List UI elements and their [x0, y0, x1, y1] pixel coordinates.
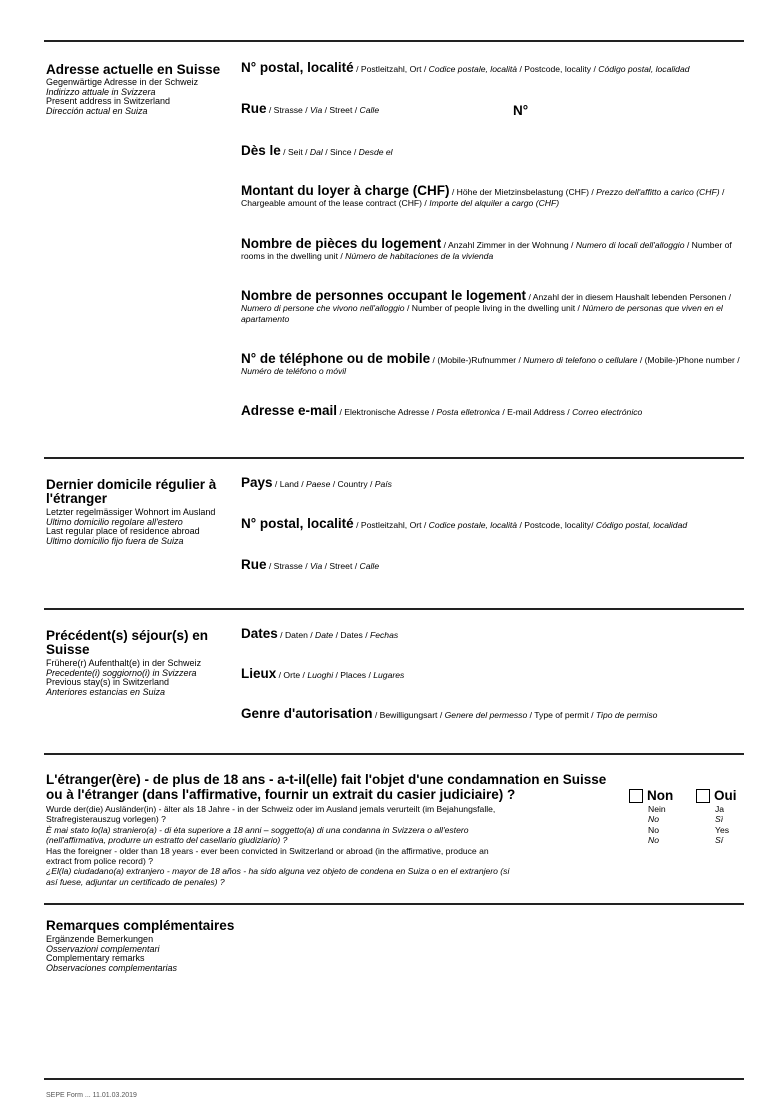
section-divider-last-abroad	[44, 457, 744, 459]
option-no-translations: Nein No No No	[648, 804, 666, 846]
field-street[interactable]: Rue / Strasse / Via / Street / Calle	[241, 101, 380, 116]
conviction-question: L'étranger(ère) - de plus de 18 ans - a-t-il(elle) fait l'objet d'une condamnation en Suisse ou à l'étranger (dans l'affirmative, fournir un extrait du casier judiciaire) ?	[46, 772, 607, 802]
checkbox-yes[interactable]	[696, 789, 710, 803]
field-places[interactable]: Lieux / Orte / Luoghi / Places / Lugares	[241, 666, 405, 681]
section-divider-conviction	[44, 753, 744, 755]
section-divider-bottom	[44, 1078, 744, 1080]
field-email[interactable]: Adresse e-mail / Elektronische Adresse / Posta elletronica / E-mail Address / Correo electrónico	[241, 403, 643, 418]
field-dates[interactable]: Dates / Daten / Date / Dates / Fechas	[241, 626, 399, 641]
last-abroad-translations: Letzter regelmässiger Wohnort im Ausland Ultimo domicilio regolare all'estero Last regular place of residence abroad Ultimo domicilio fijo fuera de Suiza	[46, 507, 216, 546]
field-persons[interactable]: Nombre de personnes occupant le logement / Anzahl der in diesem Haushalt lebenden Personen / Numero di persone che vivono nell'alloggio / Number of people living in the dwelling unit / Número de personas que viven en el apartamento	[241, 288, 732, 324]
remarks-title: Remarques complémentaires	[46, 918, 235, 933]
field-abroad-postal[interactable]: N° postal, localité / Postleitzahl, Ort / Codice postale, località / Postcode, locality/ Código postal, localidad	[241, 516, 688, 531]
option-yes-label: Oui	[714, 788, 737, 803]
field-rent-amount[interactable]: Montant du loyer à charge (CHF) / Höhe der Mietzinsbelastung (CHF) / Prezzo dell'affitto a carico (CHF) / Chargeable amount of the lease contract (CHF) / Importe del alquiler a cargo (CHF)	[241, 183, 725, 208]
field-country[interactable]: Pays / Land / Paese / Country / País	[241, 475, 392, 490]
conviction-translations: Wurde der(die) Ausländer(in) - älter als 18 Jahre - in der Schweiz oder im Ausland jemals verurteilt (im Bejahungsfalle, Strafregisterauszug vorlegen) ? È mai stato lo(la) straniero(a) - di ėta superiore a 18 anni – soggetto(a) di una condanna in Svizzera o all'estero (nell'affirmativa, produrre un estratto del casellario giudiziario) ? Has the foreigner - older than 18 years - ever been convicted in Switzerland or abroad (in the affirmative, produce an extract from police record) ? ¿El(la) ciudadano(a) extranjero - mayor de 18 años - ha sido alguna vez objeto de condena en Suiza o en el extranjero (si así fuese, adjuntar un certificado de penales) ?	[46, 804, 510, 887]
footer-form-reference: SEPE Form ... 11.01.03.2019	[46, 1092, 137, 1099]
previous-stays-title: Précédent(s) séjour(s) en Suisse	[46, 628, 209, 657]
option-no-label: Non	[647, 788, 674, 803]
field-abroad-street[interactable]: Rue / Strasse / Via / Street / Calle	[241, 557, 380, 572]
current-address-title: Adresse actuelle en Suisse	[46, 62, 221, 77]
section-divider-top	[44, 40, 744, 42]
field-postal-locality[interactable]: N° postal, localité / Postleitzahl, Ort / Codice postale, località / Postcode, locality / Código postal, localidad	[241, 60, 690, 75]
section-divider-remarks	[44, 903, 744, 905]
current-address-translations: Gegenwärtige Adresse in der Schweiz Indirizzo attuale in Svizzera Present address in Switzerland Dirección actual en Suiza	[46, 77, 199, 116]
field-permit-type[interactable]: Genre d'autorisation / Bewilligungsart / Genere del permesso / Type of permit / Tipo de permiso	[241, 706, 658, 721]
field-phone[interactable]: N° de téléphone ou de mobile / (Mobile-)Rufnummer / Numero di telefono o cellulare / (Mobile-)Phone number / Numéro de teléfono o móvil	[241, 351, 740, 376]
field-street-number[interactable]: N°	[513, 103, 529, 118]
option-yes-translations: Ja Sì Yes Sí	[715, 804, 730, 846]
field-rooms[interactable]: Nombre de pièces du logement / Anzahl Zimmer in der Wohnung / Numero di locali dell'alloggio / Number of rooms in the dwelling unit / Número de habitaciones de la vivienda	[241, 236, 732, 261]
conviction-yes-option[interactable]	[696, 788, 737, 803]
remarks-translations: Ergänzende Bemerkungen Osservazioni complementari Complementary remarks Observaciones complementarias	[46, 934, 178, 973]
remarks-input-area[interactable]	[241, 920, 741, 1070]
last-abroad-title: Dernier domicile régulier à l'étranger	[46, 477, 217, 506]
checkbox-no[interactable]	[629, 789, 643, 803]
section-divider-previous-stays	[44, 608, 744, 610]
previous-stays-translations: Frühere(r) Aufenthalt(e) in der Schweiz Precedente(i) soggiorno(i) in Svizzera Previous stay(s) in Switzerland Anteriores estancias en Suiza	[46, 658, 202, 697]
conviction-no-option[interactable]	[629, 788, 673, 803]
field-since[interactable]: Dès le / Seit / Dal / Since / Desde el	[241, 143, 393, 158]
